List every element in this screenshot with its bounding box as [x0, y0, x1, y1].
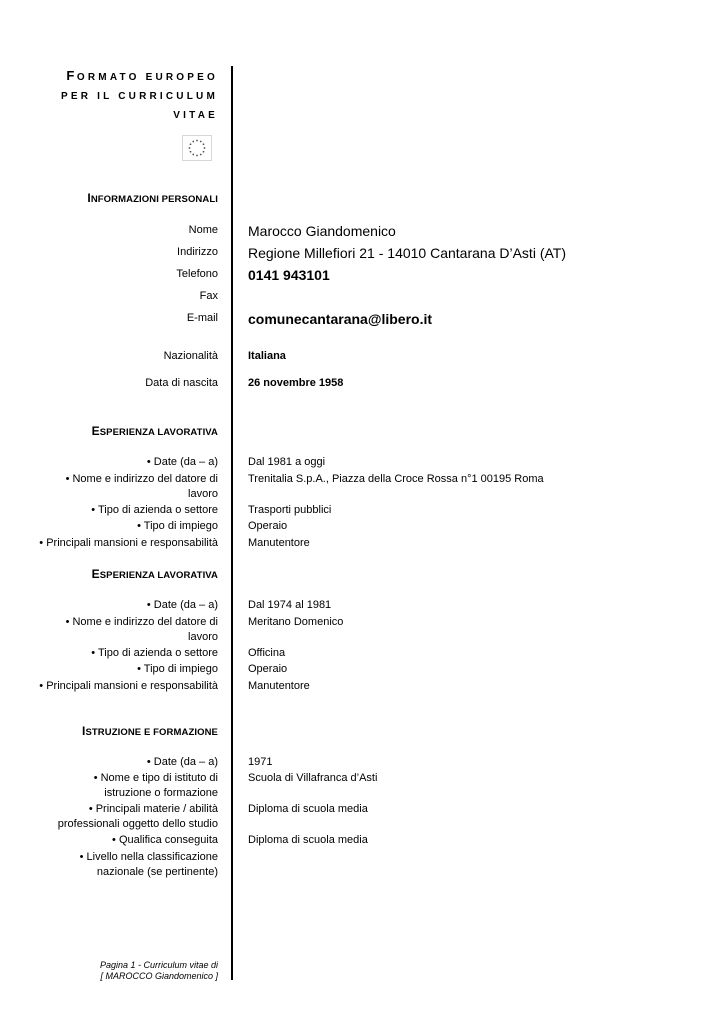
exp1-dates-label: • Date (da – a) — [146, 456, 218, 468]
fax-label: Fax — [199, 290, 218, 302]
address-value: Regione Millefiori 21 - 14010 Cantarana D’Asti (AT) — [248, 245, 566, 261]
edu-level-label: • Livello nella classificazione nazionale (se pertinente) — [79, 851, 218, 878]
exp2-dates-label: • Date (da – a) — [146, 599, 218, 611]
exp2-sector-value: Officina — [248, 647, 286, 659]
eu-star-icon — [190, 143, 192, 145]
birthdate-value: 26 novembre 1958 — [248, 377, 344, 389]
heading-cap: I — [87, 191, 91, 205]
exp1-sector-value: Trasporti pubblici — [248, 504, 332, 516]
name-value: Marocco Giandomenico — [248, 223, 396, 239]
eu-star-icon — [189, 147, 191, 149]
eu-star-icon — [200, 141, 202, 143]
education-heading — [82, 724, 218, 738]
exp1-employer-value: Trenitalia S.p.A., Piazza della Croce Rossa n°1 00195 Roma — [248, 473, 544, 485]
address-label: Indirizzo — [177, 246, 218, 258]
phone-label: Telefono — [176, 268, 218, 280]
title-line3: VITAE — [173, 110, 218, 121]
eu-star-icon — [192, 141, 194, 143]
heading-cap: E — [91, 567, 100, 581]
eu-star-icon — [200, 154, 202, 156]
nationality-value: Italiana — [248, 350, 286, 362]
heading-cap: I — [82, 724, 86, 738]
exp1-type-label: • Tipo di impiego — [137, 520, 218, 532]
exp2-type-value: Operaio — [248, 663, 288, 675]
heading-rest: SPERIENZA LAVORATIVA — [99, 570, 218, 581]
eu-star-icon — [196, 140, 198, 142]
eu-star-icon — [203, 151, 205, 153]
personal-info-heading — [87, 191, 218, 205]
exp2-employer-label: • Nome e indirizzo del datore di lavoro — [65, 616, 218, 643]
exp2-dates-value: Dal 1974 al 1981 — [248, 599, 332, 611]
exp1-employer-label: • Nome e indirizzo del datore di lavoro — [65, 473, 218, 500]
edu-institute-label: • Nome e tipo di istituto di istruzione o formazione — [93, 772, 218, 799]
exp1-duties-value: Manutentore — [248, 537, 310, 549]
exp2-employer-value: Meritano Domenico — [248, 616, 344, 628]
exp1-type-value: Operaio — [248, 520, 288, 532]
edu-institute-value: Scuola di Villafranca d’Asti — [248, 772, 378, 784]
eu-star-icon — [192, 154, 194, 156]
eu-star-icon — [203, 143, 205, 145]
eu-flag-icon — [182, 135, 212, 161]
cv-title — [61, 66, 218, 125]
experience-heading-1 — [92, 424, 218, 438]
exp1-sector-label: • Tipo di azienda o settore — [91, 504, 218, 516]
experience-heading-2 — [92, 567, 218, 581]
edu-subjects-value: Diploma di scuola media — [248, 803, 368, 815]
birthdate-label: Data di nascita — [145, 377, 218, 389]
edu-subjects-label: • Principali materie / abilità professionali oggetto dello studio — [57, 803, 218, 830]
nationality-label: Nazionalità — [163, 350, 218, 362]
exp2-sector-label: • Tipo di azienda o settore — [91, 647, 218, 659]
exp2-duties-value: Manutentore — [248, 680, 310, 692]
vertical-divider — [231, 66, 233, 980]
title-cap: F — [66, 68, 77, 83]
edu-qualification-label: • Qualifica conseguita — [112, 834, 218, 846]
heading-rest: STRUZIONE E FORMAZIONE — [85, 727, 218, 738]
title-line1: ORMATO EUROPEO — [76, 72, 218, 83]
eu-star-icon — [196, 155, 198, 157]
exp2-type-label: • Tipo di impiego — [137, 663, 218, 675]
email-label: E-mail — [186, 312, 218, 324]
heading-rest: SPERIENZA LAVORATIVA — [99, 427, 218, 438]
edu-dates-value: 1971 — [248, 756, 273, 768]
eu-star-icon — [190, 151, 192, 153]
eu-star-icon — [204, 147, 206, 149]
title-line2: PER IL CURRICULUM — [61, 91, 218, 102]
exp1-dates-value: Dal 1981 a oggi — [248, 456, 326, 468]
name-label: Nome — [188, 224, 218, 236]
heading-cap: E — [91, 424, 100, 438]
exp1-duties-label: • Principali mansioni e responsabilità — [39, 537, 218, 549]
edu-dates-label: • Date (da – a) — [146, 756, 218, 768]
footer-line2: [ MAROCCO Giandomenico ] — [100, 971, 218, 981]
heading-rest: NFORMAZIONI PERSONALI — [90, 194, 218, 205]
phone-value: 0141 943101 — [248, 267, 330, 283]
exp2-duties-label: • Principali mansioni e responsabilità — [39, 680, 218, 692]
email-value[interactable]: comunecantarana@libero.it — [248, 311, 433, 327]
edu-qualification-value: Diploma di scuola media — [248, 834, 368, 846]
page-footer — [100, 960, 218, 982]
footer-line1: Pagina 1 - Curriculum vitae di — [99, 960, 218, 970]
